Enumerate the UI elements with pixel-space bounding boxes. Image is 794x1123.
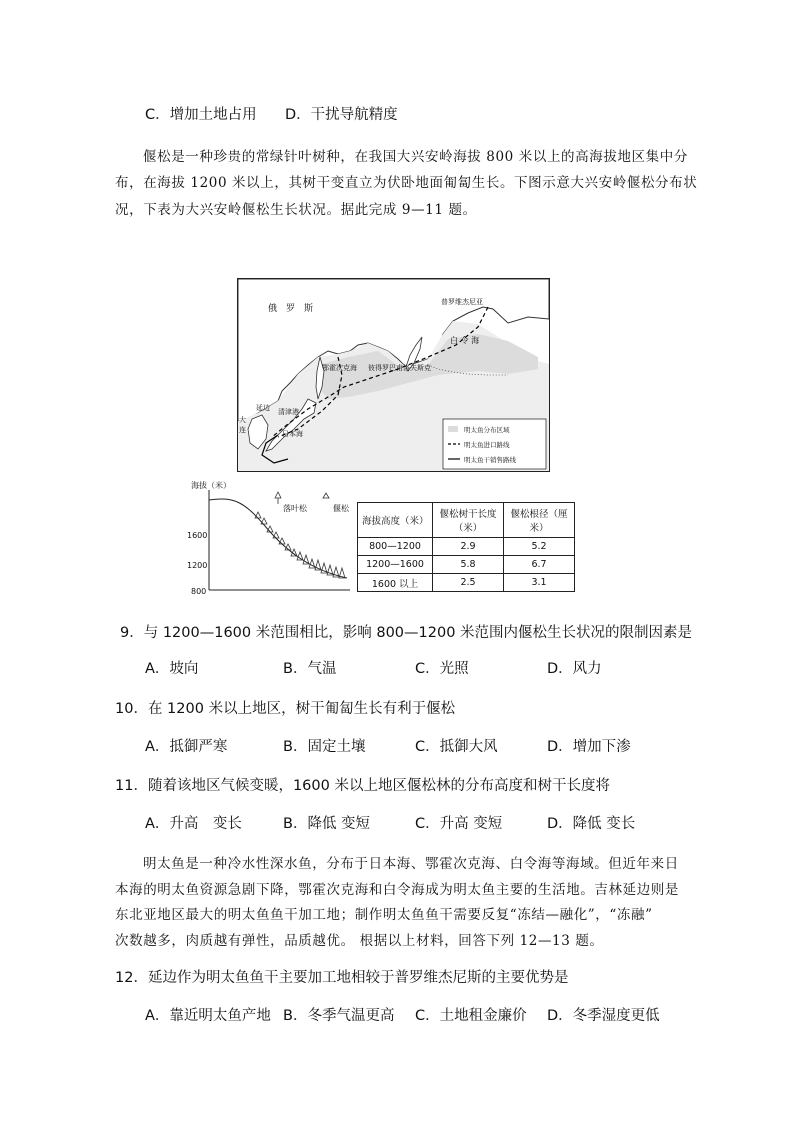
passage2-line1: 明太鱼是一种冷水性深水鱼，分布于日本海、鄂霍次克海、白令海等海域。但近年来日 — [143, 856, 679, 872]
passage2-line2: 本海的明太鱼资源急剧下降，鄂霍次克海和白令海成为明太鱼主要的生活地。吉林延边则是 — [115, 882, 679, 898]
q9-option-b: B．气温 — [283, 661, 337, 677]
table-row — [358, 538, 575, 556]
table-cell: 6.7 — [504, 556, 575, 574]
passage2-line4: 次数越多，肉质越有弹性，品质越优。 根据以上材料，回答下列 12—13 题。 — [115, 933, 604, 949]
q11-option-a: A．升高 变长 — [145, 816, 242, 832]
label-yanbian: 延边 — [256, 404, 270, 412]
table-header: 偃松树干长度（米） — [433, 503, 504, 538]
q11-option-c: C．升高 变短 — [415, 816, 503, 832]
legend-sales: 明太鱼干销售路线 — [464, 456, 516, 464]
profile-legend-pine: 偃松 — [333, 504, 349, 513]
prev-option-c: C．增加土地占用 — [145, 107, 257, 123]
q12-option-a: A．靠近明太鱼产地 — [145, 1008, 271, 1024]
label-dalian: 大连 — [239, 416, 246, 434]
q11-option-d: D．降低 变长 — [547, 816, 636, 832]
table-cell: 2.9 — [433, 538, 504, 556]
table-row — [358, 556, 575, 574]
table-cell: 800—1200 — [358, 538, 433, 556]
q11-option-b: B．降低 变短 — [283, 816, 371, 832]
q12-option-d: D．冬季湿度更低 — [547, 1008, 660, 1024]
q10-option-d: D．增加下渗 — [547, 739, 631, 755]
q12-option-b: B．冬季气温更高 — [283, 1008, 395, 1024]
label-okhotsk-sea: 鄂霍次克海 — [322, 364, 357, 372]
table-cell: 3.1 — [504, 574, 575, 592]
fish-distribution-map — [237, 278, 550, 472]
q12-option-c: C．土地租金廉价 — [415, 1008, 527, 1024]
profile-legend-larch: 落叶松 — [283, 504, 307, 513]
q10-option-c: C．抵御大风 — [415, 739, 498, 755]
label-petropavlovsk: 彼得罗巴甫洛夫斯克 — [368, 364, 431, 372]
legend-distribution: 明太鱼分布区域 — [464, 426, 510, 434]
label-bering-sea: 白 令 海 — [450, 336, 480, 345]
q10-option-a: A．抵御严寒 — [145, 739, 228, 755]
q9-option-a: A．坡向 — [145, 661, 199, 677]
label-russia: 俄 罗 斯 — [268, 304, 314, 314]
profile-tick-800: 800 — [191, 587, 207, 596]
q12-stem: 12．延边作为明太鱼鱼干主要加工地相较于普罗维杰尼斯的主要优势是 — [115, 970, 569, 986]
label-qingjin: 清津港 — [278, 408, 299, 416]
table-cell: 1600 以上 — [358, 574, 433, 592]
prev-option-d: D．干扰导航精度 — [285, 107, 398, 123]
table-row — [358, 574, 575, 592]
q9-stem: 9．与 1200—1600 米范围相比，影响 800—1200 米范围内偃松生长状况的限制因素是 — [120, 625, 693, 641]
legend-import: 明太鱼进口路线 — [464, 441, 510, 449]
table-cell: 5.8 — [433, 556, 504, 574]
q11-stem: 11．随着该地区气候变暖，1600 米以上地区偃松林的分布高度和树干长度将 — [115, 778, 610, 794]
q9-option-c: C．光照 — [415, 661, 469, 677]
profile-tick-1200: 1200 — [187, 561, 208, 570]
q9-option-d: D．风力 — [547, 661, 602, 677]
table-header: 海拔高度（米） — [358, 503, 433, 538]
q10-option-b: B．固定土壤 — [283, 739, 366, 755]
passage1-line3: 况，下表为大兴安岭偃松生长状况。据此完成 9—11 题。 — [115, 202, 477, 218]
table-header: 偃松根径（厘米） — [504, 503, 575, 538]
profile-drawing — [185, 478, 357, 598]
profile-ylabel: 海拔（米） — [191, 481, 231, 490]
table-cell: 5.2 — [504, 538, 575, 556]
table-cell: 2.5 — [433, 574, 504, 592]
passage1-line2: 布，在海拔 1200 米以上，其树干变直立为伏卧地面匍匐生长。下图示意大兴安岭偃松分布状 — [115, 175, 698, 191]
label-provideniya: 普罗维杰尼亚 — [441, 298, 483, 306]
table-cell: 1200—1600 — [358, 556, 433, 574]
q10-stem: 10．在 1200 米以上地区，树干匍匐生长有利于偃松 — [115, 701, 456, 717]
passage2-line3: 东北亚地区最大的明太鱼鱼干加工地；制作明太鱼鱼干需要反复“冻结—融化”，“冻融” — [115, 907, 653, 923]
altitude-profile — [185, 478, 357, 598]
passage1-line1: 偃松是一种珍贵的常绿针叶树种，在我国大兴安岭海拔 800 米以上的高海拔地区集中分 — [143, 149, 688, 165]
pine-growth-table — [357, 502, 575, 592]
label-japan-sea: 日本海 — [282, 430, 303, 438]
profile-tick-1600: 1600 — [187, 531, 208, 540]
